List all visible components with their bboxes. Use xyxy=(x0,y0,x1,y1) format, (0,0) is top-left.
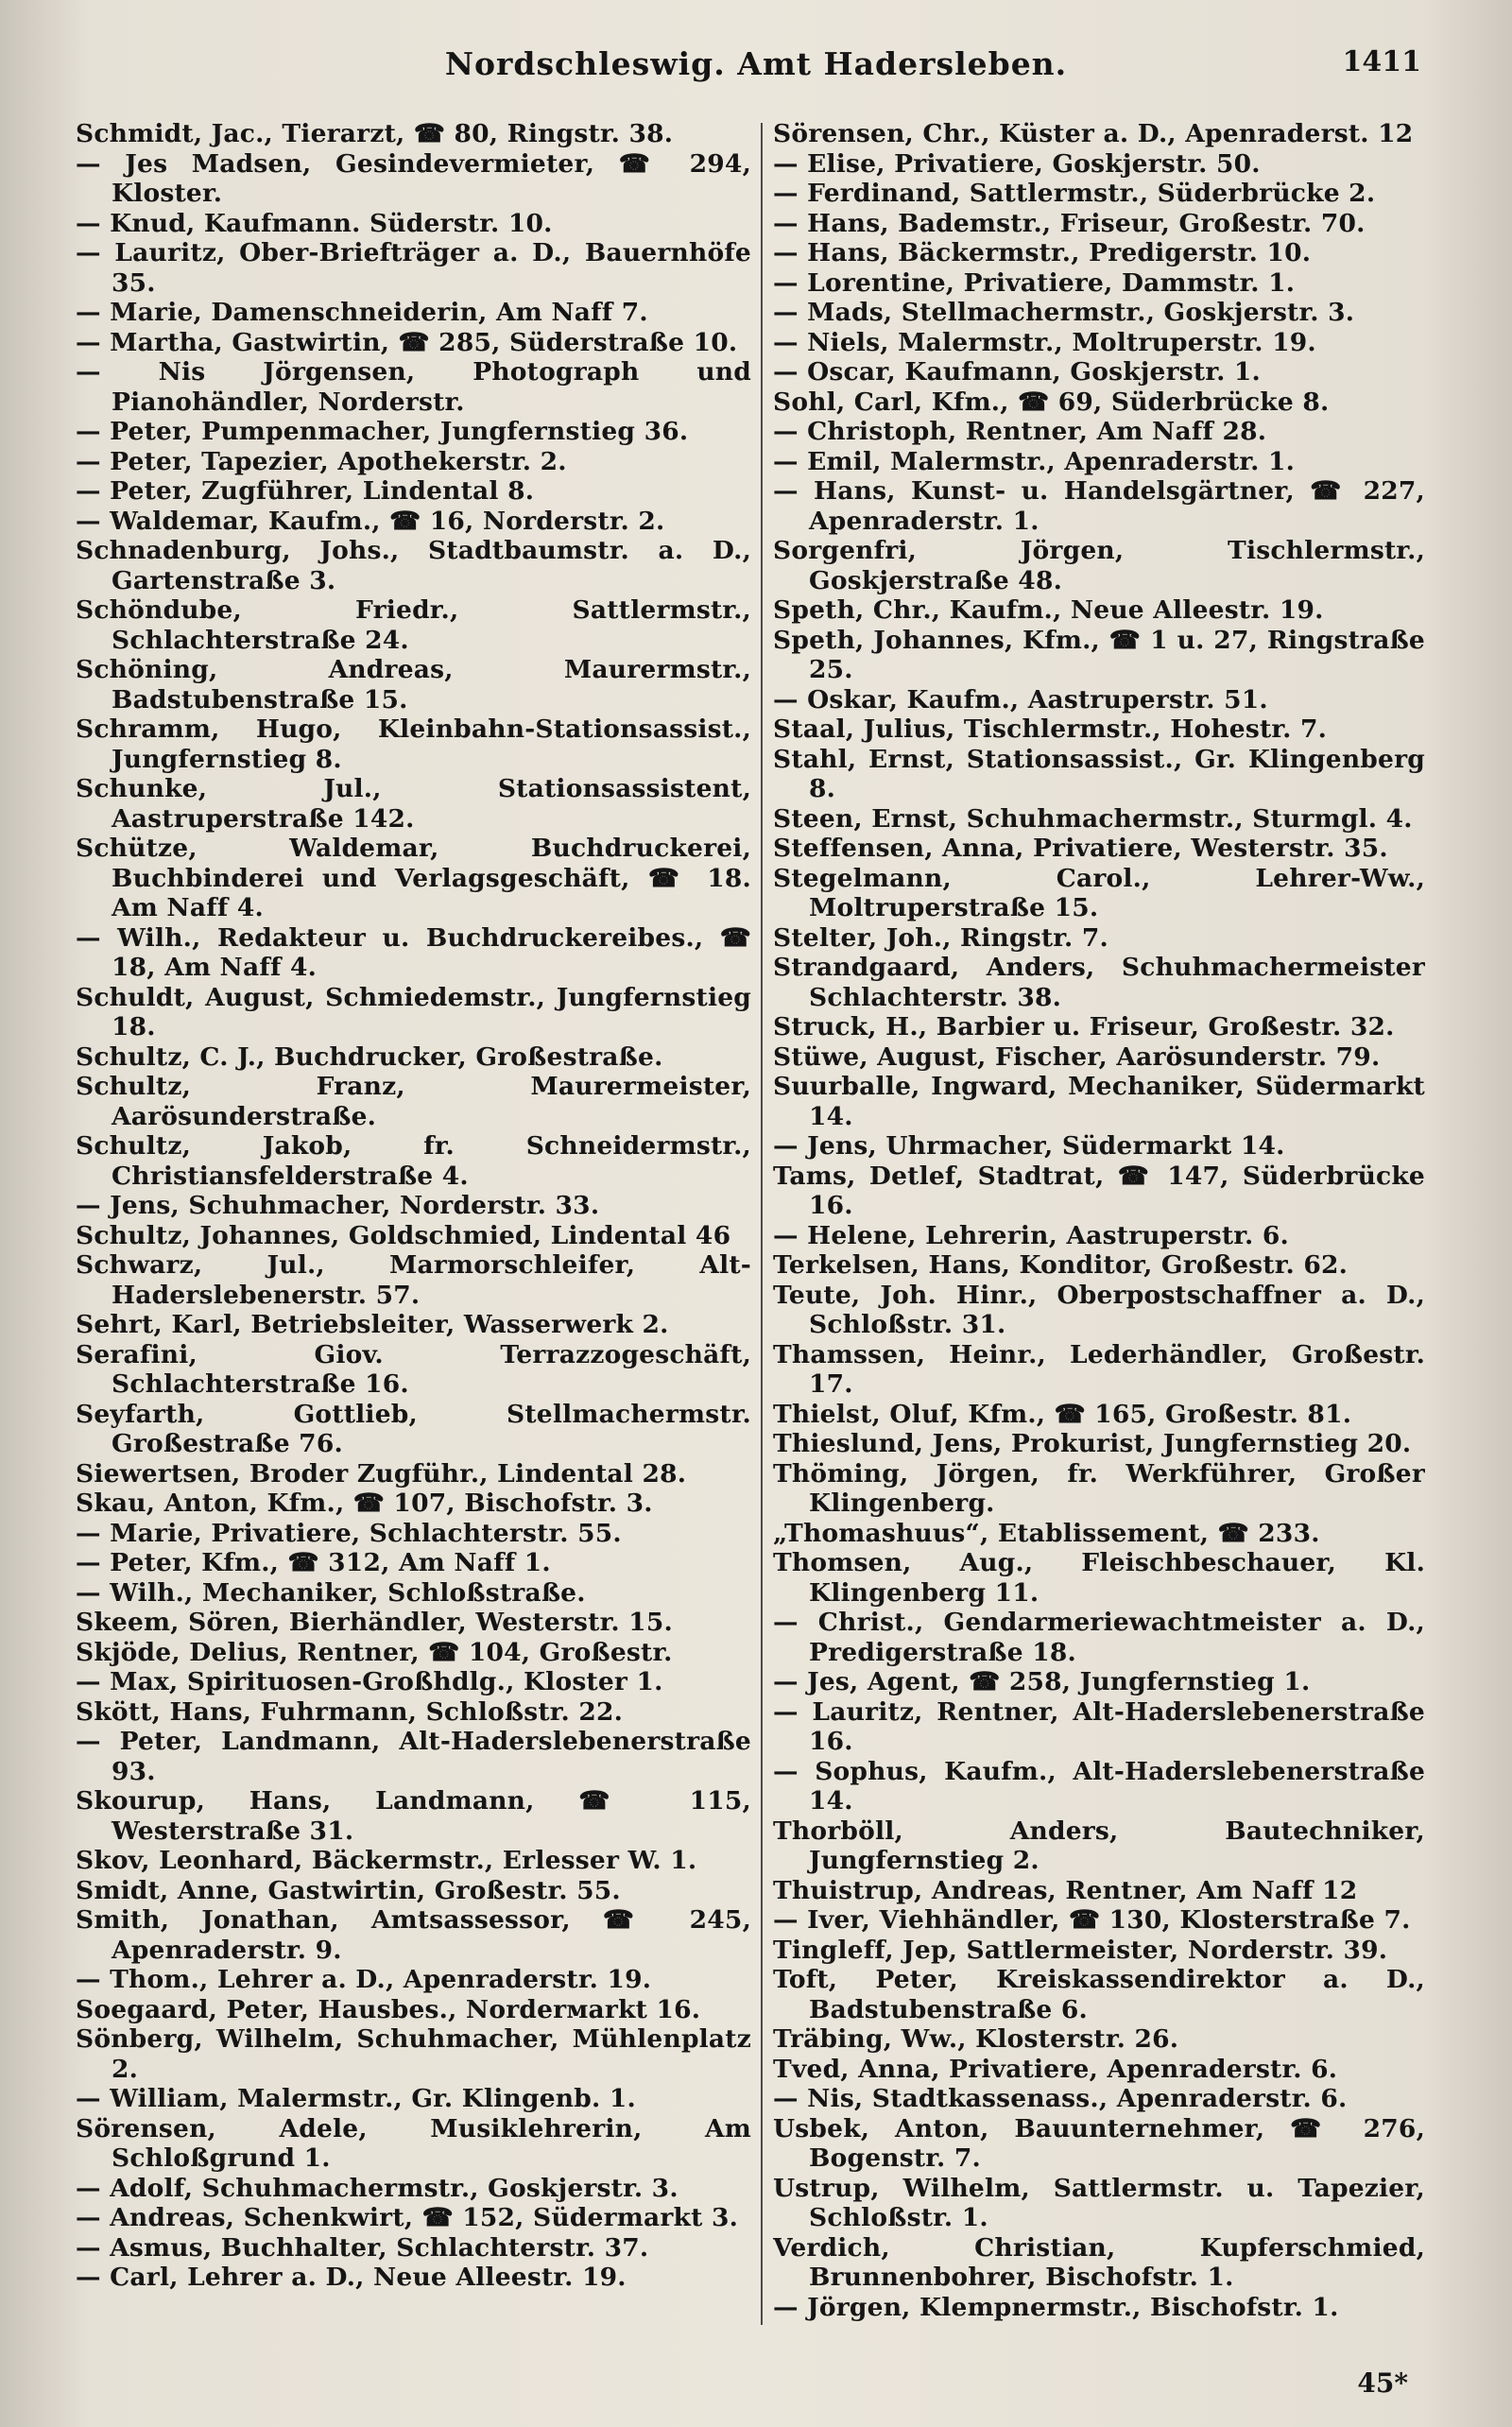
directory-entry: — Asmus, Buchhalter, Schlachterstr. 37. xyxy=(76,2232,649,2263)
directory-entry: Sohl, Carl, Kfm., ☎ 69, Süderbrücke 8. xyxy=(773,387,1330,417)
directory-entry: — Jes Madsen, Gesindevermieter, ☎ 294, Kloster. xyxy=(76,148,751,208)
directory-entry: — Oscar, Kaufmann, Goskjerstr. 1. xyxy=(773,357,1261,387)
directory-entry: — Marie, Privatiere, Schlachterstr. 55. xyxy=(76,1518,622,1548)
directory-entry: Schöndube, Friedr., Sattlermstr., Schlachterstraße 24. xyxy=(76,595,751,655)
directory-entry: — Peter, Pumpenmacher, Jungfernstieg 36. xyxy=(76,417,689,446)
directory-entry: — Helene, Lehrerin, Aastruperstr. 6. xyxy=(773,1220,1289,1250)
directory-entry: — Jens, Uhrmacher, Südermarkt 14. xyxy=(773,1131,1285,1161)
directory-entry: — Martha, Gastwirtin, ☎ 285, Süderstraße 10. xyxy=(76,327,738,357)
directory-entry: — Ferdinand, Sattlermstr., Süderbrücke 2. xyxy=(773,179,1376,208)
directory-entry: Stahl, Ernst, Stationsassist., Gr. Klingenberg 8. xyxy=(773,744,1425,803)
directory-entry: Skau, Anton, Kfm., ☎ 107, Bischofstr. 3. xyxy=(76,1489,653,1518)
directory-entry: Sörensen, Chr., Küster a. D., Apenraderst. 12 xyxy=(773,119,1414,148)
directory-entry: — Lauritz, Ober-Briefträger a. D., Bauernhöfe 35. xyxy=(76,238,751,298)
column-divider xyxy=(761,123,763,2325)
directory-entry: Smidt, Anne, Gastwirtin, Großestr. 55. xyxy=(76,1875,621,1905)
right-column xyxy=(773,119,1425,2389)
directory-entry: — Nis Jörgensen, Photograph und Pianohändler, Norderstr. xyxy=(76,357,751,417)
directory-entry: — Emil, Malermstr., Apenraderstr. 1. xyxy=(773,446,1296,476)
directory-entry: Sorgenfri, Jörgen, Tischlermstr., Goskjerstraße 48. xyxy=(773,536,1425,595)
directory-entry: Struck, H., Barbier u. Friseur, Großestr. 32. xyxy=(773,1012,1395,1041)
directory-entry: — Jes, Agent, ☎ 258, Jungfernstieg 1. xyxy=(773,1667,1311,1696)
directory-entry: Schütze, Waldemar, Buchdruckerei, Buchbinderei und Verlagsgeschäft, ☎ 18. Am Naff 4. xyxy=(76,834,751,922)
directory-entry: Skeem, Sören, Bierhändler, Westerstr. 15. xyxy=(76,1608,673,1637)
signature-mark: 45* xyxy=(1357,2367,1408,2399)
directory-entry: — Hans, Kunst- u. Handelsgärtner, ☎ 227, Apenraderstr. 1. xyxy=(773,476,1425,536)
directory-entry: Schuldt, August, Schmiedemstr., Jungfernstieg 18. xyxy=(76,982,751,1041)
directory-entry: Thielst, Oluf, Kfm., ☎ 165, Großestr. 81. xyxy=(773,1399,1352,1429)
directory-entry: — Lauritz, Rentner, Alt-Haderslebenerstraße 16. xyxy=(773,1696,1425,1756)
right-entry-list xyxy=(773,119,1425,2322)
directory-entry: — Mads, Stellmachermstr., Goskjerstr. 3. xyxy=(773,298,1355,327)
directory-entry: Sönberg, Wilhelm, Schuhmacher, Mühlenplatz 2. xyxy=(76,2024,751,2084)
directory-entry: Ustrup, Wilhelm, Sattlermstr. u. Tapezier, Schloßstr. 1. xyxy=(773,2173,1425,2232)
directory-entry: — Thom., Lehrer a. D., Apenraderstr. 19. xyxy=(76,1965,652,1994)
directory-entry: — Jörgen, Klempnermstr., Bischofstr. 1. xyxy=(773,2292,1339,2322)
directory-entry: Steen, Ernst, Schuhmachermstr., Sturmgl. 4. xyxy=(773,803,1413,834)
directory-entry: Schultz, Jakob, fr. Schneidermstr., Christiansfelderstraße 4. xyxy=(76,1131,751,1191)
directory-entry: — Wilh., Mechaniker, Schloßstraße. xyxy=(76,1577,586,1608)
directory-entry: — Andreas, Schenkwirt, ☎ 152, Südermarkt 3. xyxy=(76,2203,739,2232)
directory-entry: — Nis, Stadtkassenass., Apenraderstr. 6. xyxy=(773,2084,1348,2113)
directory-entry: Toft, Peter, Kreiskassendirektor a. D., Badstubenstraße 6. xyxy=(773,1965,1425,2024)
directory-entry: „Thomashuus“, Etablissement, ☎ 233. xyxy=(773,1518,1320,1548)
directory-entry: — William, Malermstr., Gr. Klingenb. 1. xyxy=(76,2084,636,2113)
directory-entry: Serafini, Giov. Terrazzogeschäft, Schlachterstraße 16. xyxy=(76,1339,751,1399)
directory-entry: Seyfarth, Gottlieb, Stellmachermstr. Großestraße 76. xyxy=(76,1399,751,1458)
directory-entry: Steffensen, Anna, Privatiere, Westerstr. 35. xyxy=(773,834,1388,863)
directory-entry: — Lorentine, Privatiere, Dammstr. 1. xyxy=(773,267,1296,298)
directory-entry: — Peter, Kfm., ☎ 312, Am Naff 1. xyxy=(76,1548,551,1577)
directory-entry: Schmidt, Jac., Tierarzt, ☎ 80, Ringstr. 38. xyxy=(76,119,674,148)
left-column xyxy=(76,119,751,2389)
directory-entry: — Elise, Privatiere, Goskjerstr. 50. xyxy=(773,148,1261,179)
directory-entry: — Iver, Viehhändler, ☎ 130, Klosterstraße 7. xyxy=(773,1905,1411,1935)
directory-entry: Schöning, Andreas, Maurermstr., Badstubenstraße 15. xyxy=(76,655,751,714)
directory-entry: Speth, Chr., Kaufm., Neue Alleestr. 19. xyxy=(773,595,1324,625)
directory-entry: Usbek, Anton, Bauunternehmer, ☎ 276, Bogenstr. 7. xyxy=(773,2113,1425,2173)
directory-entry: Stüwe, August, Fischer, Aarösunderstr. 79. xyxy=(773,1041,1381,1072)
directory-entry: — Hans, Bäckermstr., Predigerstr. 10. xyxy=(773,238,1312,267)
directory-entry: Schultz, C. J., Buchdrucker, Großestraße. xyxy=(76,1041,663,1072)
directory-entry: — Wilh., Redakteur u. Buchdruckereibes., ☎ 18, Am Naff 4. xyxy=(76,922,751,982)
directory-entry: Thorböll, Anders, Bautechniker, Jungfernstieg 2. xyxy=(773,1816,1425,1875)
directory-entry: Thieslund, Jens, Prokurist, Jungfernstieg 20. xyxy=(773,1429,1412,1458)
directory-entry: — Max, Spirituosen-Großhdlg., Kloster 1. xyxy=(76,1667,663,1696)
directory-entry: — Carl, Lehrer a. D., Neue Alleestr. 19. xyxy=(76,2263,627,2292)
directory-entry: Schultz, Johannes, Goldschmied, Lindental 46 xyxy=(76,1220,731,1250)
directory-entry: — Adolf, Schuhmachermstr., Goskjerstr. 3. xyxy=(76,2173,679,2203)
directory-entry: Thomsen, Aug., Fleischbeschauer, Kl. Klingenberg 11. xyxy=(773,1548,1425,1608)
directory-entry: Stelter, Joh., Ringstr. 7. xyxy=(773,922,1108,953)
left-entry-list xyxy=(76,119,751,2293)
directory-entry: — Oskar, Kaufm., Aastruperstr. 51. xyxy=(773,684,1268,714)
directory-entry: Schramm, Hugo, Kleinbahn-Stationsassist., Jungfernstieg 8. xyxy=(76,714,751,774)
directory-entry: Strandgaard, Anders, Schuhmachermeister Schlachterstr. 38. xyxy=(773,953,1425,1012)
directory-entry: Tams, Detlef, Stadtrat, ☎ 147, Süderbrücke 16. xyxy=(773,1161,1425,1220)
directory-entry: Tingleff, Jep, Sattlermeister, Norderstr. 39. xyxy=(773,1935,1388,1965)
page-header xyxy=(0,45,1512,98)
directory-entry: Schnadenburg, Johs., Stadtbaumstr. a. D., Gartenstraße 3. xyxy=(76,536,751,595)
directory-entry: Thöming, Jörgen, fr. Werkführer, Großer Klingenberg. xyxy=(773,1458,1425,1518)
directory-entry: — Peter, Tapezier, Apothekerstr. 2. xyxy=(76,446,567,476)
directory-entry: Sehrt, Karl, Betriebsleiter, Wasserwerk 2. xyxy=(76,1310,669,1339)
directory-entry: — Peter, Zugführer, Lindental 8. xyxy=(76,476,535,506)
directory-entry: Skov, Leonhard, Bäckermstr., Erlesser W. 1. xyxy=(76,1846,697,1875)
directory-entry: Skött, Hans, Fuhrmann, Schloßstr. 22. xyxy=(76,1696,624,1727)
page-number: 1411 xyxy=(1342,45,1421,78)
directory-entry: Träbing, Ww., Klosterstr. 26. xyxy=(773,2024,1179,2054)
directory-entry: Stegelmann, Carol., Lehrer-Ww., Moltruperstraße 15. xyxy=(773,863,1425,922)
directory-entry: — Marie, Damenschneiderin, Am Naff 7. xyxy=(76,298,648,327)
directory-entry: — Peter, Landmann, Alt-Haderslebenerstraße 93. xyxy=(76,1727,751,1786)
directory-entry: — Sophus, Kaufm., Alt-Haderslebenerstraße 14. xyxy=(773,1756,1425,1816)
directory-entry: Schunke, Jul., Stationsassistent, Aastruperstraße 142. xyxy=(76,774,751,834)
directory-entry: Speth, Johannes, Kfm., ☎ 1 u. 27, Ringstraße 25. xyxy=(773,625,1425,684)
directory-entry: Thuistrup, Andreas, Rentner, Am Naff 12 xyxy=(773,1875,1358,1905)
directory-entry: Thamssen, Heinr., Lederhändler, Großestr. 17. xyxy=(773,1339,1425,1399)
directory-entry: — Hans, Bademstr., Friseur, Großestr. 70. xyxy=(773,208,1366,238)
directory-entry: Siewertsen, Broder Zugführ., Lindental 28. xyxy=(76,1458,687,1489)
directory-entry: — Jens, Schuhmacher, Norderstr. 33. xyxy=(76,1191,600,1220)
directory-entry: Terkelsen, Hans, Konditor, Großestr. 62. xyxy=(773,1250,1349,1280)
directory-entry: Smith, Jonathan, Amtsassessor, ☎ 245, Apenraderstr. 9. xyxy=(76,1905,751,1965)
directory-entry: Schwarz, Jul., Marmorschleifer, Alt-Haderslebenerstr. 57. xyxy=(76,1250,751,1310)
directory-entry: Staal, Julius, Tischlermstr., Hohestr. 7. xyxy=(773,714,1328,744)
directory-entry: Skourup, Hans, Landmann, ☎ 115, Westerstraße 31. xyxy=(76,1786,751,1846)
directory-entry: Teute, Joh. Hinr., Oberpostschaffner a. D., Schloßstr. 31. xyxy=(773,1280,1425,1339)
directory-entry: Sörensen, Adele, Musiklehrerin, Am Schloßgrund 1. xyxy=(76,2113,751,2173)
directory-entry: Soegaard, Peter, Hausbes., Norderмarkt 16. xyxy=(76,1994,701,2024)
directory-entry: Skjöde, Delius, Rentner, ☎ 104, Großestr. xyxy=(76,1637,673,1667)
directory-entry: — Knud, Kaufmann. Süderstr. 10. xyxy=(76,208,553,238)
directory-entry: — Niels, Malermstr., Moltruperstr. 19. xyxy=(773,327,1316,357)
directory-entry: Schultz, Franz, Maurermeister, Aarösunderstraße. xyxy=(76,1072,751,1131)
directory-entry: — Christoph, Rentner, Am Naff 28. xyxy=(773,417,1267,446)
directory-entry: Tved, Anna, Privatiere, Apenraderstr. 6. xyxy=(773,2054,1338,2084)
page-title: Nordschleswig. Amt Hadersleben. xyxy=(444,45,1068,82)
directory-entry: Suurballe, Ingward, Mechaniker, Südermarkt 14. xyxy=(773,1072,1425,1131)
directory-entry: Verdich, Christian, Kupferschmied, Brunnenbohrer, Bischofstr. 1. xyxy=(773,2232,1425,2292)
directory-entry: — Christ., Gendarmeriewachtmeister a. D., Predigerstraße 18. xyxy=(773,1608,1425,1667)
directory-entry: — Waldemar, Kaufm., ☎ 16, Norderstr. 2. xyxy=(76,506,665,536)
